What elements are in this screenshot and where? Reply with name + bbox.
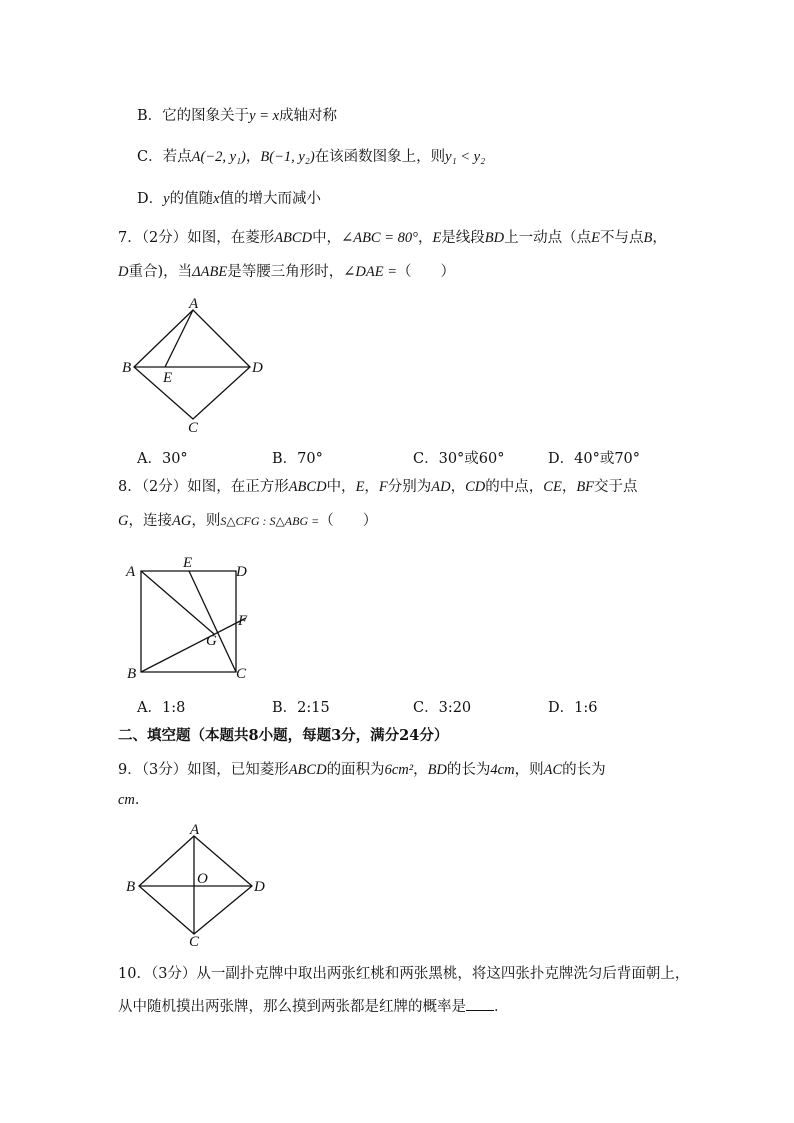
- q7-rhombus-figure: [118, 296, 268, 436]
- q7-b: B: [643, 230, 653, 246]
- q6-d-y: y: [163, 191, 170, 207]
- q7-triangle: ΔABE: [192, 264, 228, 280]
- q9-label-a: A: [190, 822, 200, 838]
- q8-ce: CE: [543, 479, 562, 495]
- q8-label-d: D: [236, 564, 247, 580]
- q9-bd: BD: [427, 762, 447, 778]
- q8-blank-paren: （ ）: [319, 513, 378, 529]
- q7-text: ，: [652, 230, 667, 246]
- q9-text: ，则: [514, 762, 544, 778]
- q8-label-b: B: [127, 666, 137, 682]
- q8-label-e: E: [183, 555, 193, 571]
- q8-g: G: [118, 513, 129, 529]
- q8-square: [141, 571, 236, 672]
- q7-label-d: D: [252, 360, 263, 376]
- q8-text: ，则: [191, 513, 221, 529]
- q8-option-b: B．2:15: [272, 700, 330, 716]
- q6-c-mid2: 在该函数图象上，则: [314, 149, 446, 165]
- q7-e: E: [432, 230, 442, 246]
- q8-ag: AG: [171, 513, 192, 529]
- q7-text: 重合)，当: [128, 264, 193, 280]
- q9-text: 的面积为: [326, 762, 385, 778]
- q8-label-a: A: [126, 564, 136, 580]
- q8-text: 分别为: [387, 479, 432, 495]
- q7-bd: BD: [484, 230, 505, 246]
- q9-abcd: ABCD: [288, 762, 327, 778]
- q8-square-figure: [118, 552, 268, 682]
- q7-text: 7．（2分）如图，在菱形: [118, 230, 275, 246]
- q9-text: ，: [413, 762, 428, 778]
- q7-option-a: A．30°: [137, 451, 188, 467]
- q8-text: 的中点，: [485, 479, 544, 495]
- q10-text: ．: [494, 999, 509, 1015]
- q7-option-d: D．40°或70°: [548, 451, 641, 467]
- q8-text: ，: [364, 479, 379, 495]
- q8-label-c: C: [236, 666, 247, 682]
- q7-segment-ae: [165, 310, 193, 367]
- q7-option-b: B．70°: [272, 451, 323, 467]
- q10-answer-blank[interactable]: [466, 998, 494, 1011]
- q7-text: 不与点: [600, 230, 644, 246]
- q7-angle: ∠ABC = 80°: [341, 230, 418, 246]
- q10-text: 从中随机摸出两张牌，那么摸到两张都是红牌的概率是: [118, 999, 466, 1015]
- q8-segment-bf: [141, 618, 246, 672]
- q9-rhombus-figure: [118, 822, 268, 947]
- q9-ac: AC: [543, 762, 563, 778]
- q9-label-d: D: [254, 879, 265, 895]
- q8-label-f: F: [238, 613, 248, 629]
- q8-segment-ce: [189, 571, 236, 672]
- q7-label-a: A: [189, 296, 199, 312]
- q8-option-c: C．3:20: [413, 700, 472, 716]
- q8-f: F: [378, 479, 388, 495]
- q7-angle-dae: ∠DAE =: [343, 264, 397, 280]
- section-title: 二、填空题（本题共8小题，每题3分，满分24分）: [118, 727, 449, 744]
- q10-line1: 10．（3分）从一副扑克牌中取出两张红桃和两张黑桃，将这四张扑克牌洗匀后背面朝上，: [118, 966, 690, 982]
- q7-text: 中，: [312, 230, 342, 246]
- q9-line2: [118, 790, 149, 810]
- q8-text: 8．（2分）如图，在正方形: [118, 479, 289, 495]
- q7-label-c: C: [188, 420, 199, 436]
- q8-line1: [118, 477, 638, 497]
- q7-option-c: C．30°或60°: [413, 451, 505, 467]
- q6-c-compare: y₁ < y₂: [445, 149, 486, 165]
- q8-area-ratio: S△CFG : S△ABG =: [220, 514, 320, 528]
- q6-b-expr: y = x: [249, 108, 280, 124]
- q7-line1: [118, 228, 667, 248]
- q6-c-prefix: C．若点: [137, 149, 192, 165]
- q7-blank-paren: （ ）: [397, 264, 455, 280]
- q9-length: 4cm: [490, 762, 515, 778]
- q9-line1: [118, 760, 606, 780]
- q8-line2: [118, 511, 377, 531]
- q6-option-d: [137, 189, 321, 209]
- q8-text: ，连接: [128, 513, 172, 529]
- q8-label-g: G: [206, 633, 217, 649]
- q8-text: ，: [450, 479, 466, 495]
- q8-bf: BF: [576, 479, 595, 495]
- q7-e: E: [591, 230, 600, 246]
- q6-c-point-a: A(−2, y₁): [191, 149, 246, 165]
- q9-rhombus: [139, 836, 252, 934]
- q9-label-o: O: [197, 871, 208, 887]
- q6-d-x: x: [213, 191, 220, 207]
- q8-abcd: ABCD: [288, 479, 327, 495]
- q8-e: E: [355, 479, 365, 495]
- q8-ad: AD: [431, 479, 451, 495]
- q7-text: 是等腰三角形时，: [227, 264, 344, 280]
- q7-abcd: ABCD: [274, 230, 313, 246]
- q9-label-b: B: [126, 879, 136, 895]
- q9-text: 9．（3分）如图，已知菱形: [118, 762, 289, 778]
- q8-text: ，: [561, 479, 577, 495]
- q7-label-e: E: [163, 370, 173, 386]
- q6-d-prefix: D．: [137, 191, 164, 207]
- q6-c-mid: ，: [245, 149, 261, 165]
- q8-option-d: D．1:6: [548, 700, 598, 716]
- q9-text: 的长为: [562, 762, 606, 778]
- q10-line2: [118, 997, 509, 1017]
- q7-d: D: [118, 264, 129, 280]
- q8-text: 交于点: [594, 479, 638, 495]
- q9-unit: cm: [118, 792, 135, 808]
- q7-line2: [118, 262, 455, 282]
- q6-d-mid: 的值随: [169, 191, 214, 207]
- q6-option-c: [137, 147, 485, 167]
- q9-text: 的长为: [446, 762, 491, 778]
- q8-text: 中，: [326, 479, 356, 495]
- q6-option-b: [137, 106, 337, 126]
- q6-b-prefix: B．它的图象关于: [137, 108, 250, 124]
- q6-c-point-b: B(−1, y₂): [260, 149, 315, 165]
- q6-b-suffix: 成轴对称: [279, 108, 338, 124]
- q7-text: 是线段: [441, 230, 485, 246]
- q9-area: 6cm²: [384, 762, 414, 778]
- q7-text: 上一动点（点: [504, 230, 592, 246]
- q9-text: ．: [134, 792, 150, 808]
- q7-rhombus: [134, 310, 250, 419]
- q6-d-suffix: 值的增大而减小: [219, 191, 322, 207]
- q7-label-b: B: [122, 360, 132, 376]
- q8-option-a: A．1:8: [137, 700, 186, 716]
- q7-text: ，: [417, 230, 433, 246]
- q8-cd: CD: [465, 479, 486, 495]
- q9-label-c: C: [189, 934, 200, 947]
